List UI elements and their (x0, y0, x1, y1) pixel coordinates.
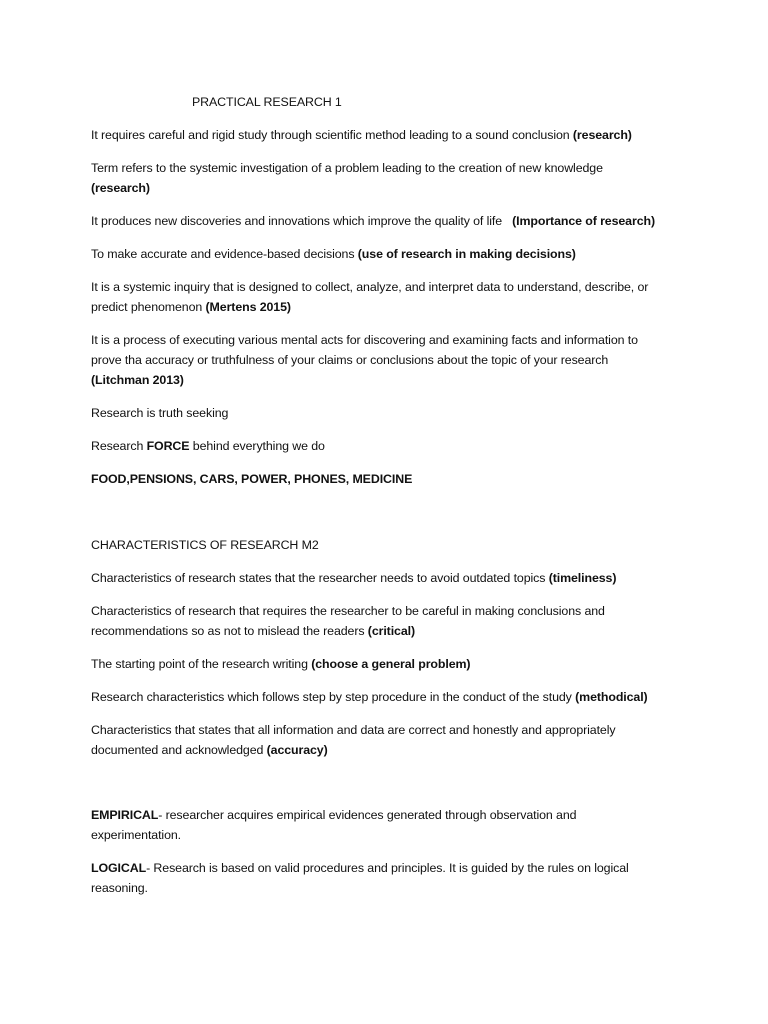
paragraph-bold: FOOD,PENSIONS, CARS, POWER, PHONES, MEDICINE (91, 472, 413, 486)
paragraph (91, 568, 691, 588)
paragraph-bold: (Mertens 2015) (205, 300, 291, 314)
paragraph (91, 297, 691, 317)
term-label: LOGICAL (91, 861, 147, 875)
paragraph-bold: (Importance of research) (512, 214, 655, 228)
paragraph (91, 621, 691, 641)
paragraph-text: It produces new discoveries and innovations which improve the quality of life (91, 214, 513, 228)
paragraph-text: predict phenomenon (91, 300, 206, 314)
paragraph-text: reasoning. (91, 881, 148, 895)
paragraph-text: It is a process of executing various mental acts for discovering and examining facts and information to (91, 333, 638, 347)
paragraph (91, 403, 691, 423)
paragraph-text: It is a systemic inquiry that is designed to collect, analyze, and interpret data to understand, describe, or (91, 280, 649, 294)
paragraph (91, 878, 691, 898)
paragraph (91, 277, 691, 297)
paragraph-bold: (choose a general problem) (311, 657, 471, 671)
paragraph-bold: (Litchman 2013) (91, 373, 184, 387)
paragraph (91, 330, 691, 350)
section-heading: CHARACTERISTICS OF RESEARCH M2 (91, 538, 319, 552)
paragraph-bold: (methodical) (575, 690, 648, 704)
paragraph-text: - Research is based on valid procedures and principles. It is guided by the rules on logical (146, 861, 629, 875)
paragraph-text: The starting point of the research writing (91, 657, 312, 671)
paragraph-text: Research is truth seeking (91, 406, 229, 420)
paragraph-text: Research (91, 439, 147, 453)
paragraph-bold: (research) (572, 128, 632, 142)
paragraph-text: documented and acknowledged (91, 743, 267, 757)
paragraph (91, 158, 691, 178)
paragraph-bold: (research) (91, 181, 150, 195)
paragraph-text: Characteristics of research states that the researcher needs to avoid outdated topics (91, 571, 549, 585)
paragraph (91, 858, 691, 878)
paragraph-text: To make accurate and evidence-based decisions (91, 247, 358, 261)
paragraph-text: recommendations so as not to mislead the readers (91, 624, 368, 638)
paragraph (91, 350, 691, 370)
paragraph-text: prove tha accuracy or truthfulness of your claims or conclusions about the topic of your research (91, 353, 609, 367)
paragraph-text: - researcher acquires empirical evidences generated through observation and (158, 808, 577, 822)
paragraph (91, 720, 691, 740)
paragraph (91, 601, 691, 621)
paragraph-text: It requires careful and rigid study through scientific method leading to a sound conclusion (91, 128, 573, 142)
paragraph-text: Term refers to the systemic investigation of a problem leading to the creation of new knowledge (91, 161, 603, 175)
paragraph-text: experimentation. (91, 828, 182, 842)
paragraph-bold: (timeliness) (548, 571, 617, 585)
paragraph (91, 125, 691, 145)
paragraph (91, 244, 691, 264)
paragraph-bold: (accuracy) (266, 743, 328, 757)
paragraph-text: Characteristics that states that all information and data are correct and honestly and appropriately (91, 723, 616, 737)
paragraph-text: Research characteristics which follows step by step procedure in the conduct of the study (91, 690, 576, 704)
term-label: EMPIRICAL (91, 808, 159, 822)
paragraph (91, 805, 691, 825)
paragraph (91, 825, 691, 845)
paragraph (91, 436, 691, 456)
paragraph-text: Characteristics of research that requires the researcher to be careful in making conclusions and (91, 604, 605, 618)
paragraph (91, 687, 691, 707)
page-title: PRACTICAL RESEARCH 1 (192, 95, 342, 109)
paragraph-text: behind everything we do (189, 439, 325, 453)
paragraph-bold: FORCE (146, 439, 190, 453)
paragraph-bold: (use of research in making decisions) (357, 247, 576, 261)
paragraph-bold: (critical) (367, 624, 415, 638)
paragraph (91, 740, 691, 760)
paragraph (91, 211, 691, 231)
paragraph (91, 654, 691, 674)
